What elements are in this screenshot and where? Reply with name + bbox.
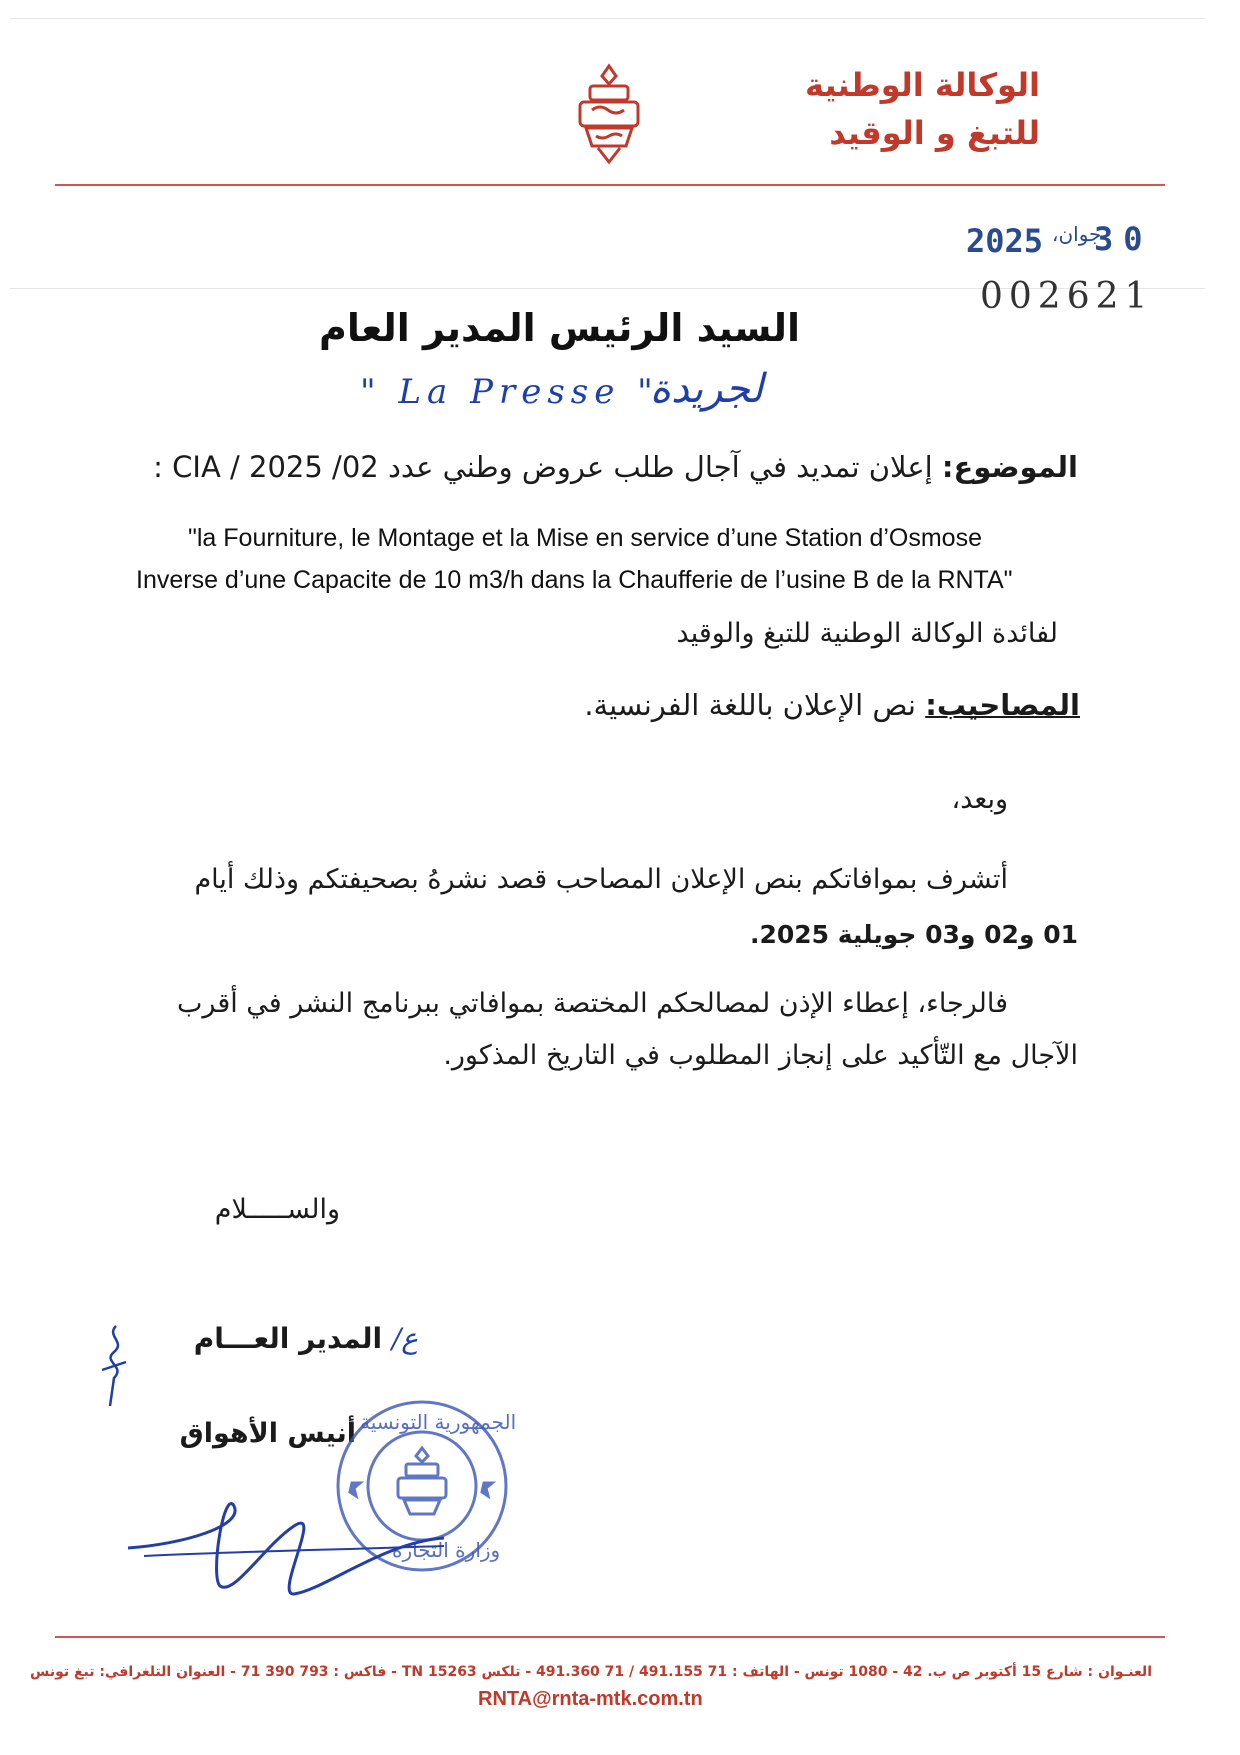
stamp-month: جوان، [1052,222,1102,246]
addressee-title: السيد الرئيس المدير العام [318,306,800,350]
stamp-day: 30 [1094,220,1153,258]
stamp-year: 2025 [966,222,1044,260]
rnta-emblem-icon [568,62,650,166]
header-divider [55,184,1165,186]
handwritten-newspaper-ar: لجريدة [650,366,764,412]
attachment-label: المصاحيب: [925,688,1080,722]
signature-icon [124,1486,454,1606]
paragraph2-line2: الآجال مع التّأكيد على إنجاز المطلوب في التاريخ المذكور. [443,1040,1078,1071]
seal-bottom-text: وزارة التجارة [392,1538,501,1562]
subject-label: الموضوع: [941,450,1078,484]
initials-icon [96,1322,136,1408]
subject-text: إعلان تمديد في آجال طلب عروض وطني عدد 02/ CIA / 2025 : [153,450,933,484]
org-name-line2: للتبغ و الوقيد [829,114,1040,152]
attachment-line [584,684,1080,728]
signatory-title-line [194,1322,418,1355]
handwritten-prefix: ع/ [391,1322,418,1355]
seal-top-text: الجمهورية التونسية [360,1410,517,1434]
opening-line: وبعد، [951,784,1008,815]
scan-edge-line [10,18,1205,19]
paragraph1-line1: أتشرف بموافاتكم بنص الإعلان المصاحب قصد نشرهُ بصحيفتكم وذلك أيام [194,864,1008,895]
salutation: والســـــلام [214,1194,340,1225]
attachment-text: نص الإعلان باللغة الفرنسية. [584,688,916,722]
org-name-line1: الوكالة الوطنية [805,66,1040,104]
signatory-name: أنيس الأهواق [179,1418,356,1449]
signatory-title: المدير العـــام [193,1322,383,1355]
handwritten-newspaper-fr: " La Presse " [360,372,659,412]
footer-divider [55,1636,1165,1638]
subject-line [153,446,1078,490]
date-stamp [966,218,1153,266]
paragraph2-line1: فالرجاء، إعطاء الإذن لمصالحكم المختصة بموافاتي ببرنامج النشر في أقرب [177,988,1008,1019]
footer-email: RNTA@rnta-mtk.com.tn [478,1688,703,1710]
registration-number: 002621 [980,276,1154,317]
beneficiary-line: لفائدة الوكالة الوطنية للتبغ والوقيد [676,618,1058,649]
footer-address: العنـوان : شارع 15 أكتوبر ص ب. 42 - 1080 تونس - الهاتف : 71 491.155 / 71 491.360 - تلكس TN 15263 - فاكس : 793 390 71 - العنوان التلغرافي: تبغ تونس [30,1664,1152,1680]
subject-french-line2: Inverse d’une Capacite de 10 m3/h dans la Chaufferie de l’usine B de la RNTA" [136,566,1013,594]
subject-french-line1: "la Fourniture, le Montage et la Mise en service d’une Station d’Osmose [188,524,982,552]
paragraph1-line2: 01 و02 و03 جويلية 2025. [749,920,1078,949]
